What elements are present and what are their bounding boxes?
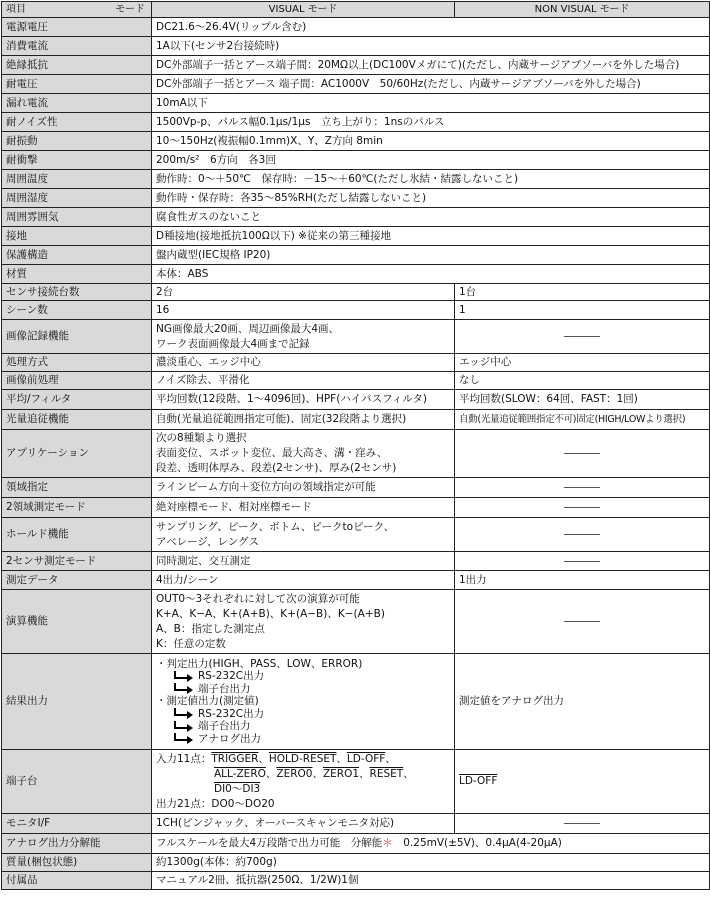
row-label: 処理方式 bbox=[2, 354, 152, 372]
table-row bbox=[2, 518, 710, 552]
nonvisual-value: 平均回数(SLOW：64回、FAST：1回) bbox=[455, 390, 710, 410]
table-row bbox=[2, 75, 710, 94]
row-label: 演算機能 bbox=[2, 590, 152, 654]
dash-mark bbox=[564, 561, 600, 562]
row-label: 領域指定 bbox=[2, 478, 152, 498]
visual-value: 平均回数(12段階、1～4096回)、HPF(ハイパスフィルタ) bbox=[152, 390, 455, 410]
text-line: ALL-ZERO、ZERO0、ZERO1、RESET、 bbox=[214, 767, 414, 780]
signal-name: LD-OFF bbox=[459, 775, 498, 787]
visual-value: 1CH(ピンジャック、オーバースキャンモニタ対応) bbox=[152, 814, 455, 834]
spec-table bbox=[1, 1, 710, 890]
nonvisual-value bbox=[455, 498, 710, 518]
visual-value bbox=[152, 834, 710, 854]
arrow-line bbox=[156, 720, 450, 733]
row-label: 耐振動 bbox=[2, 132, 152, 151]
row-value: 10～150Hz(複振幅0.1mm)X、Y、Z方向 8min bbox=[152, 132, 710, 151]
signal-name: ZERO1 bbox=[322, 767, 360, 780]
note-mark: ＊ bbox=[382, 837, 393, 849]
arrow-line bbox=[156, 670, 450, 683]
text-line: RS-232C出力 bbox=[198, 670, 265, 683]
nonvisual-value: 1出力 bbox=[455, 571, 710, 590]
visual-value: 4出力/シーン bbox=[152, 571, 455, 590]
text-line: アナログ出力 bbox=[198, 732, 261, 745]
text-line: NG画像最大20画、周辺画像最大4画、 bbox=[156, 322, 340, 335]
table-row bbox=[2, 872, 710, 890]
table-row bbox=[2, 430, 710, 478]
row-label: 絶縁抵抗 bbox=[2, 56, 152, 75]
visual-value: 同時測定、交互測定 bbox=[152, 552, 455, 571]
text-line: アベレージ、レングス bbox=[156, 535, 259, 548]
row-value: 動作時・保存時：各35～85%RH(ただし結露しないこと) bbox=[152, 189, 710, 208]
nonvisual-value: 1台 bbox=[455, 284, 710, 301]
table-row bbox=[2, 571, 710, 590]
row-value: 盤内蔵型(IEC規格 IP20) bbox=[152, 246, 710, 265]
visual-value: マニュアル2冊、抵抗器(250Ω、1/2W)1個 bbox=[152, 872, 710, 890]
row-label: 画像前処理 bbox=[2, 372, 152, 390]
nonvisual-value bbox=[455, 478, 710, 498]
signal-name: ALL-ZERO bbox=[214, 767, 266, 780]
row-label: 光量追従機能 bbox=[2, 410, 152, 430]
row-label: 周囲湿度 bbox=[2, 189, 152, 208]
visual-value bbox=[152, 518, 455, 552]
table-row bbox=[2, 94, 710, 113]
table-row bbox=[2, 18, 710, 37]
dash-mark bbox=[564, 621, 600, 622]
row-value: 動作時：0～＋50℃ 保存時：－15～＋60℃(ただし氷結・結露しないこと) bbox=[152, 170, 710, 189]
arrow-icon bbox=[170, 671, 196, 683]
table-row bbox=[2, 498, 710, 518]
header-visual: VISUAL モード bbox=[152, 2, 455, 18]
table-row bbox=[2, 246, 710, 265]
visual-value bbox=[152, 750, 455, 814]
header-item: 項目 bbox=[6, 4, 26, 15]
nonvisual-value bbox=[455, 590, 710, 654]
text-line: OUT0～3それぞれに対して次の演算が可能 bbox=[156, 592, 360, 605]
row-label: 耐衝撃 bbox=[2, 151, 152, 170]
visual-value: 濃淡重心、エッジ中心 bbox=[152, 354, 455, 372]
text-line: 段差、透明体厚み、段差(2センサ)、厚み(2センサ) bbox=[156, 462, 397, 474]
text-line: ・測定値出力(測定値) bbox=[156, 695, 259, 708]
text-line: K：任意の定数 bbox=[156, 637, 226, 650]
arrow-line bbox=[156, 683, 450, 696]
row-label: 耐電圧 bbox=[2, 75, 152, 94]
table-row bbox=[2, 478, 710, 498]
nonvisual-value bbox=[455, 814, 710, 834]
visual-value bbox=[152, 430, 455, 478]
text-line: 次の8種類より選択 bbox=[156, 432, 247, 444]
row-label: 耐ノイズ性 bbox=[2, 113, 152, 132]
text-line: RS-232C出力 bbox=[198, 707, 265, 720]
table-row bbox=[2, 151, 710, 170]
nonvisual-value: なし bbox=[455, 372, 710, 390]
row-label: 付属品 bbox=[2, 872, 152, 890]
text-line: K+A、K−A、K+(A+B)、K+(A−B)、K−(A+B) bbox=[156, 607, 385, 620]
header-nonvisual: NON VISUAL モード bbox=[455, 2, 710, 18]
nonvisual-value: 自動(光量追従範囲指定不可)固定(HIGH/LOWより選択) bbox=[455, 410, 710, 430]
table-row bbox=[2, 750, 710, 814]
row-label: 質量(梱包状態) bbox=[2, 854, 152, 872]
row-value: 10mA以下 bbox=[152, 94, 710, 113]
nonvisual-value bbox=[455, 430, 710, 478]
arrow-line bbox=[156, 733, 450, 746]
row-label: 電源電圧 bbox=[2, 18, 152, 37]
visual-value: 自動(光量追従範囲指定可能)、固定(32段階より選択) bbox=[152, 410, 455, 430]
text-line: サンプリング、ピーク、ボトム、ピークtoピーク、 bbox=[156, 520, 395, 533]
table-row bbox=[2, 834, 710, 854]
arrow-icon bbox=[170, 708, 196, 720]
row-label: 結果出力 bbox=[2, 654, 152, 750]
row-label: 周囲温度 bbox=[2, 170, 152, 189]
signal-name: DI0～DI3 bbox=[214, 782, 261, 795]
dash-mark bbox=[564, 336, 600, 337]
row-label: 平均/フィルタ bbox=[2, 390, 152, 410]
table-row bbox=[2, 410, 710, 430]
visual-value: ラインビーム方向＋変位方向の領域指定が可能 bbox=[152, 478, 455, 498]
row-label: 端子台 bbox=[2, 750, 152, 814]
header-mode: モード bbox=[115, 4, 145, 15]
nonvisual-value: 1 bbox=[455, 301, 710, 320]
table-row bbox=[2, 208, 710, 227]
text-line: 出力21点：DO0～DO20 bbox=[156, 797, 275, 810]
table-row bbox=[2, 113, 710, 132]
table-header bbox=[2, 2, 710, 18]
row-label: 周囲雰囲気 bbox=[2, 208, 152, 227]
row-label: モニタI/F bbox=[2, 814, 152, 834]
row-label: 漏れ電流 bbox=[2, 94, 152, 113]
table-row bbox=[2, 372, 710, 390]
table-row bbox=[2, 390, 710, 410]
row-label: アプリケーション bbox=[2, 430, 152, 478]
text-line: 表面変位、スポット変位、最大高さ、溝・窪み、 bbox=[156, 447, 388, 459]
row-value: 腐食性ガスのないこと bbox=[152, 208, 710, 227]
table-row bbox=[2, 590, 710, 654]
row-label: 測定データ bbox=[2, 571, 152, 590]
row-label: 画像記録機能 bbox=[2, 320, 152, 354]
table-row bbox=[2, 56, 710, 75]
row-value: 1A以下(センサ2台接続時) bbox=[152, 37, 710, 56]
visual-value: ノイズ除去、平滑化 bbox=[152, 372, 455, 390]
text-line: 0.25mV(±5V)、0.4μA(4-20μA) bbox=[392, 837, 562, 849]
row-label: センサ接続台数 bbox=[2, 284, 152, 301]
table-row bbox=[2, 654, 710, 750]
table-row bbox=[2, 37, 710, 56]
dash-mark bbox=[564, 507, 600, 508]
row-value: 1500Vp-p、パルス幅0.1μs/1μs 立ち上がり：1nsのパルス bbox=[152, 113, 710, 132]
dash-mark bbox=[564, 823, 600, 824]
dash-mark bbox=[564, 487, 600, 488]
text-prefix: 入力11点： bbox=[156, 752, 212, 765]
visual-value bbox=[152, 654, 455, 750]
text-line bbox=[156, 782, 450, 797]
row-label: 材質 bbox=[2, 265, 152, 284]
text-line: 入力11点：TRIGGER、HOLD-RESET、LD-OFF、 bbox=[156, 752, 396, 765]
nonvisual-value: 測定値をアナログ出力 bbox=[455, 654, 710, 750]
nonvisual-value bbox=[455, 518, 710, 552]
row-label: シーン数 bbox=[2, 301, 152, 320]
signal-name: ZERO0 bbox=[276, 767, 313, 780]
nonvisual-value: エッジ中心 bbox=[455, 354, 710, 372]
table-row bbox=[2, 354, 710, 372]
table-row bbox=[2, 227, 710, 246]
text-line: ワーク表面画像最大4画まで記録 bbox=[156, 337, 310, 350]
visual-value bbox=[152, 590, 455, 654]
arrow-icon bbox=[170, 683, 196, 695]
text-line: A、B：指定した測定点 bbox=[156, 622, 265, 635]
signal-name: RESET bbox=[369, 767, 404, 780]
dash-mark bbox=[564, 534, 600, 535]
arrow-icon bbox=[170, 721, 196, 733]
text-line: ・判定出力(HIGH、PASS、LOW、ERROR) bbox=[156, 657, 363, 670]
row-label: 保護構造 bbox=[2, 246, 152, 265]
visual-value bbox=[152, 320, 455, 354]
table-row bbox=[2, 132, 710, 151]
row-label: ホールド機能 bbox=[2, 518, 152, 552]
dash-mark bbox=[564, 453, 600, 454]
signal-name: HOLD-RESET bbox=[268, 752, 337, 765]
row-label: アナログ出力分解能 bbox=[2, 834, 152, 854]
row-value: DC外部端子一括とアース 端子間：AC1000V 50/60Hz(ただし、内蔵サージアブソーバを外した場合) bbox=[152, 75, 710, 94]
table-row bbox=[2, 301, 710, 320]
visual-value: 絶対座標モード、相対座標モード bbox=[152, 498, 455, 518]
arrow-line bbox=[156, 708, 450, 721]
row-value: D種接地(接地抵抗100Ω以下) ※従来の第三種接地 bbox=[152, 227, 710, 246]
table-row bbox=[2, 552, 710, 571]
table-row bbox=[2, 170, 710, 189]
row-label: 消費電流 bbox=[2, 37, 152, 56]
row-value: DC21.6～26.4V(リップル含む) bbox=[152, 18, 710, 37]
signal-name: TRIGGER bbox=[211, 752, 259, 765]
table-row bbox=[2, 814, 710, 834]
visual-value: 約1300g(本体：約700g) bbox=[152, 854, 710, 872]
row-label: 接地 bbox=[2, 227, 152, 246]
table-row bbox=[2, 320, 710, 354]
visual-value: 2台 bbox=[152, 284, 455, 301]
table-row bbox=[2, 284, 710, 301]
table-row bbox=[2, 854, 710, 872]
visual-value: 16 bbox=[152, 301, 455, 320]
text-line: フルスケールを最大4万段階で出力可能 分解能 bbox=[156, 837, 383, 849]
header-item-mode bbox=[2, 2, 152, 18]
signal-name: LD-OFF bbox=[346, 752, 386, 765]
text-line: 端子台出力 bbox=[198, 682, 251, 695]
table-row bbox=[2, 265, 710, 284]
arrow-icon bbox=[170, 733, 196, 745]
nonvisual-value bbox=[455, 552, 710, 571]
row-value: 200m/s² 6方向 各3回 bbox=[152, 151, 710, 170]
text-line: 端子台出力 bbox=[198, 720, 251, 733]
row-label: 2センサ測定モード bbox=[2, 552, 152, 571]
row-value: DC外部端子一括とアース端子間：20MΩ以上(DC100Vメガにて)(ただし、内蔵サージアブソーバを外した場合) bbox=[152, 56, 710, 75]
nonvisual-value bbox=[455, 750, 710, 814]
row-label: 2領域測定モード bbox=[2, 498, 152, 518]
table-row bbox=[2, 189, 710, 208]
row-value: 本体：ABS bbox=[152, 265, 710, 284]
nonvisual-value bbox=[455, 320, 710, 354]
